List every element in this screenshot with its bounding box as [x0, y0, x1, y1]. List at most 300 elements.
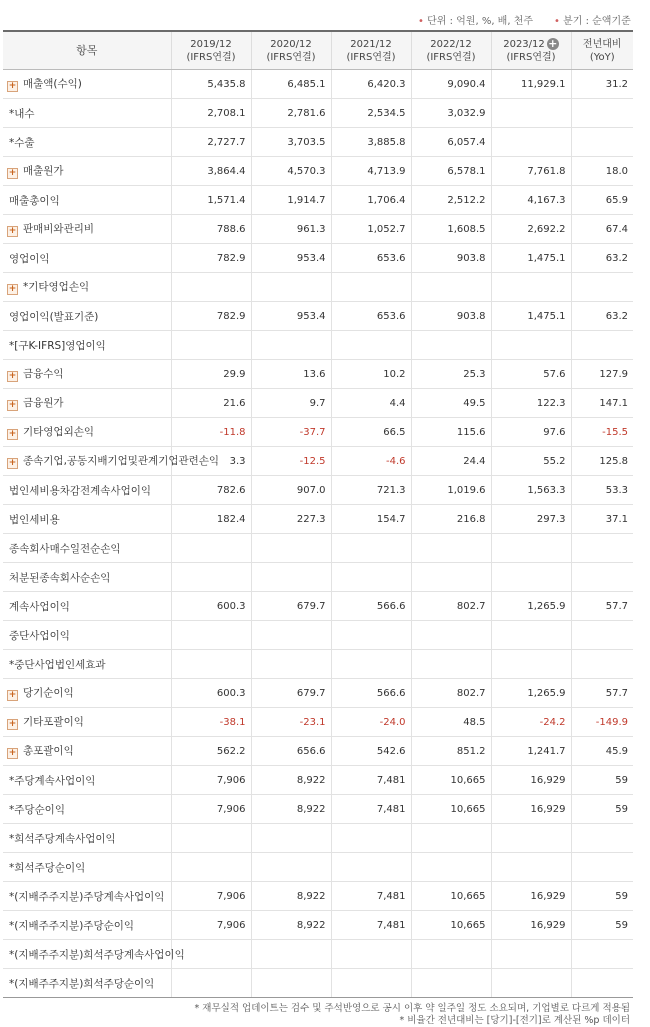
value-cell: 1,914.7 [251, 186, 331, 215]
value-cell: 802.7 [411, 679, 491, 708]
row-label-text: *기타영업손익 [23, 281, 90, 293]
value-cell [411, 534, 491, 563]
table-row [3, 389, 633, 418]
value-cell: 55.2 [491, 447, 571, 476]
value-cell: 10,665 [411, 911, 491, 940]
table-row [3, 302, 633, 331]
table-row [3, 244, 633, 273]
value-cell [491, 331, 571, 360]
value-cell: 16,929 [491, 911, 571, 940]
table-row [3, 476, 633, 505]
table-row [3, 940, 633, 969]
table-row [3, 679, 633, 708]
row-label [3, 186, 171, 215]
row-label-text: *수출 [9, 136, 35, 149]
row-label [3, 795, 171, 824]
row-label-text: 종속기업,공동지배기업및관계기업관련손익 [23, 455, 220, 467]
value-cell: 566.6 [331, 592, 411, 621]
yoy-cell: 53.3 [571, 476, 633, 505]
value-cell [491, 128, 571, 157]
value-cell: 653.6 [331, 302, 411, 331]
quarter-note: • 분기 : 순액기준 [554, 16, 631, 27]
value-cell: 29.9 [171, 360, 251, 389]
value-cell: 16,929 [491, 882, 571, 911]
value-cell [491, 650, 571, 679]
value-cell: 11,929.1 [491, 70, 571, 99]
yoy-cell: -15.5 [571, 418, 633, 447]
yoy-cell: 59 [571, 766, 633, 795]
value-cell: 6,057.4 [411, 128, 491, 157]
value-cell: 7,906 [171, 766, 251, 795]
value-cell: 10,665 [411, 766, 491, 795]
row-label[interactable] [3, 215, 171, 244]
value-cell: 961.3 [251, 215, 331, 244]
yoy-cell [571, 650, 633, 679]
value-cell: 57.6 [491, 360, 571, 389]
expand-quarter-icon[interactable]: + [548, 36, 558, 50]
value-cell: 25.3 [411, 360, 491, 389]
value-cell: 122.3 [491, 389, 571, 418]
value-cell [171, 650, 251, 679]
row-label-text: 기타영업외손익 [23, 426, 95, 438]
row-label [3, 940, 185, 969]
value-cell [171, 534, 251, 563]
value-cell: 953.4 [251, 302, 331, 331]
row-label [3, 650, 171, 679]
row-label [3, 592, 171, 621]
yoy-cell [571, 940, 633, 969]
expand-plus-icon[interactable]: + [8, 719, 17, 729]
yoy-cell [571, 99, 633, 128]
row-label-text: 법인세비용 [9, 513, 60, 526]
yoy-cell [571, 273, 633, 302]
value-cell: 3.3 [171, 447, 251, 476]
value-cell: 4,570.3 [251, 157, 331, 186]
row-label [3, 824, 171, 853]
value-cell: 2,781.6 [251, 99, 331, 128]
header-col-2020: 2020/12 (IFRS연결) [251, 31, 331, 70]
value-cell [331, 621, 411, 650]
value-cell: 10.2 [331, 360, 411, 389]
row-label[interactable] [3, 273, 171, 302]
value-cell: 1,475.1 [491, 302, 571, 331]
yoy-cell: 59 [571, 882, 633, 911]
row-label-text: 총포괄이익 [23, 745, 74, 757]
row-label-text: 기타포괄이익 [23, 716, 84, 728]
value-cell: 7,481 [331, 795, 411, 824]
value-cell: 1,563.3 [491, 476, 571, 505]
yoy-cell: 127.9 [571, 360, 633, 389]
value-cell: 227.3 [251, 505, 331, 534]
value-cell: 782.9 [171, 244, 251, 273]
value-cell: 3,864.4 [171, 157, 251, 186]
row-label-text: *희석주당순이익 [9, 861, 86, 874]
value-cell: 1,265.9 [491, 592, 571, 621]
value-cell [171, 273, 251, 302]
value-cell: 2,692.2 [491, 215, 571, 244]
expand-plus-icon[interactable]: + [8, 226, 17, 236]
value-cell [331, 940, 411, 969]
value-cell: 1,265.9 [491, 679, 571, 708]
table-row [3, 418, 633, 447]
value-cell: 10,665 [411, 882, 491, 911]
value-cell [491, 621, 571, 650]
units-bar [0, 0, 650, 30]
value-cell: 1,052.7 [331, 215, 411, 244]
value-cell: 1,019.6 [411, 476, 491, 505]
value-cell: 7,481 [331, 882, 411, 911]
header-yoy: 전년대비 (YoY) [571, 31, 633, 70]
value-cell: 542.6 [331, 737, 411, 766]
value-cell: 1,706.4 [331, 186, 411, 215]
table-row [3, 70, 633, 99]
row-label-text: 중단사업이익 [9, 629, 70, 642]
yoy-cell: 63.2 [571, 244, 633, 273]
expand-plus-icon[interactable]: + [8, 429, 17, 439]
yoy-cell: 63.2 [571, 302, 633, 331]
value-cell: 1,571.4 [171, 186, 251, 215]
value-cell: 16,929 [491, 795, 571, 824]
footnote-yoy: * 비율간 전년대비는 [당기]-[전기]로 계산된 %p 데이터 [399, 1015, 630, 1026]
value-cell [251, 824, 331, 853]
table-row [3, 650, 633, 679]
value-cell: 600.3 [171, 679, 251, 708]
expand-plus-icon[interactable]: + [8, 81, 17, 91]
value-cell: 7,906 [171, 882, 251, 911]
yoy-cell: 65.9 [571, 186, 633, 215]
table-row [3, 331, 633, 360]
value-cell [251, 853, 331, 882]
value-cell [251, 940, 331, 969]
row-label-text: *중단사업법인세효과 [9, 658, 106, 671]
row-label[interactable] [3, 157, 171, 186]
value-cell [411, 273, 491, 302]
value-cell [411, 940, 491, 969]
value-cell: 679.7 [251, 592, 331, 621]
value-cell: 782.9 [171, 302, 251, 331]
row-label [3, 99, 171, 128]
value-cell [331, 969, 411, 998]
value-cell: 7,906 [171, 795, 251, 824]
value-cell: 802.7 [411, 592, 491, 621]
row-label [3, 534, 171, 563]
value-cell: 562.2 [171, 737, 251, 766]
value-cell: 48.5 [411, 708, 491, 737]
value-cell [411, 853, 491, 882]
value-cell: 851.2 [411, 737, 491, 766]
table-row [3, 621, 633, 650]
value-cell: 216.8 [411, 505, 491, 534]
value-cell: 9,090.4 [411, 70, 491, 99]
value-cell [331, 534, 411, 563]
value-cell: 7,906 [171, 911, 251, 940]
expand-plus-icon[interactable]: + [8, 748, 17, 758]
value-cell: -38.1 [171, 708, 251, 737]
value-cell: 8,922 [251, 882, 331, 911]
yoy-cell: 57.7 [571, 679, 633, 708]
value-cell [251, 621, 331, 650]
row-label-text: *내수 [9, 107, 35, 120]
value-cell: 4,713.9 [331, 157, 411, 186]
footnotes [0, 998, 630, 1027]
value-cell: 3,032.9 [411, 99, 491, 128]
row-label [3, 882, 171, 911]
value-cell [411, 969, 491, 998]
value-cell: 788.6 [171, 215, 251, 244]
value-cell: -24.0 [331, 708, 411, 737]
expand-plus-icon[interactable]: + [8, 168, 17, 178]
table-row [3, 592, 633, 621]
row-label-text: *(지배주주지분)희석주당계속사업이익 [9, 948, 185, 961]
value-cell: 566.6 [331, 679, 411, 708]
financial-table [3, 30, 633, 998]
value-cell [491, 563, 571, 592]
value-cell [331, 331, 411, 360]
value-cell [411, 650, 491, 679]
row-label [3, 766, 171, 795]
value-cell: 782.6 [171, 476, 251, 505]
table-row [3, 447, 633, 476]
value-cell: 6,578.1 [411, 157, 491, 186]
value-cell: 13.6 [251, 360, 331, 389]
row-label-text: 매출액(수익) [23, 78, 82, 90]
yoy-cell: 45.9 [571, 737, 633, 766]
value-cell: -23.1 [251, 708, 331, 737]
value-cell [331, 853, 411, 882]
value-cell: 115.6 [411, 418, 491, 447]
row-label [3, 911, 171, 940]
yoy-cell: 18.0 [571, 157, 633, 186]
row-label [3, 505, 171, 534]
row-label-text: 영업이익 [9, 252, 50, 265]
row-label-text: 금융수익 [23, 368, 64, 380]
row-label[interactable] [3, 737, 171, 766]
table-row [3, 969, 633, 998]
yoy-cell: 125.8 [571, 447, 633, 476]
row-label [3, 969, 171, 998]
value-cell: 9.7 [251, 389, 331, 418]
value-cell: 4.4 [331, 389, 411, 418]
expand-plus-icon[interactable]: + [8, 458, 17, 468]
yoy-cell: 31.2 [571, 70, 633, 99]
value-cell [251, 650, 331, 679]
value-cell: 10,665 [411, 795, 491, 824]
value-cell [331, 273, 411, 302]
value-cell: 6,420.3 [331, 70, 411, 99]
row-label[interactable] [3, 708, 171, 737]
row-label[interactable] [3, 360, 171, 389]
yoy-cell: 59 [571, 795, 633, 824]
value-cell: 2,708.1 [171, 99, 251, 128]
value-cell [171, 824, 251, 853]
value-cell [491, 99, 571, 128]
value-cell: 7,761.8 [491, 157, 571, 186]
value-cell: 5,435.8 [171, 70, 251, 99]
value-cell: 24.4 [411, 447, 491, 476]
value-cell [251, 534, 331, 563]
value-cell: -12.5 [251, 447, 331, 476]
header-col-2019: 2019/12 (IFRS연결) [171, 31, 251, 70]
table-row [3, 795, 633, 824]
row-label-text: 영업이익(발표기준) [9, 310, 99, 323]
row-label-text: 계속사업이익 [9, 600, 70, 613]
value-cell: 1,475.1 [491, 244, 571, 273]
row-label[interactable] [3, 70, 171, 99]
header-col-2021: 2021/12 (IFRS연결) [331, 31, 411, 70]
yoy-cell [571, 534, 633, 563]
row-label [3, 302, 171, 331]
value-cell [251, 563, 331, 592]
value-cell [411, 331, 491, 360]
table-row [3, 186, 633, 215]
header-item: 항목 [3, 31, 171, 70]
table-row [3, 505, 633, 534]
table-row [3, 824, 633, 853]
row-label [3, 331, 171, 360]
value-cell [411, 563, 491, 592]
row-label-text: *(지배주주지분)주당순이익 [9, 919, 135, 932]
expand-plus-icon[interactable]: + [8, 400, 17, 410]
unit-note: • 단위 : 억원, %, 배, 천주 [418, 16, 534, 27]
row-label [3, 476, 171, 505]
table-row [3, 157, 633, 186]
value-cell: -37.7 [251, 418, 331, 447]
value-cell [251, 273, 331, 302]
row-label-text: 금융원가 [23, 397, 64, 409]
value-cell [331, 824, 411, 853]
value-cell: -24.2 [491, 708, 571, 737]
value-cell: 297.3 [491, 505, 571, 534]
row-label[interactable] [3, 679, 171, 708]
value-cell: 953.4 [251, 244, 331, 273]
yoy-cell [571, 853, 633, 882]
yoy-cell [571, 969, 633, 998]
row-label-text: *(지배주주지분)주당계속사업이익 [9, 890, 165, 903]
value-cell: 721.3 [331, 476, 411, 505]
value-cell: 21.6 [171, 389, 251, 418]
yoy-cell: 57.7 [571, 592, 633, 621]
row-label-text: 매출총이익 [9, 194, 60, 207]
value-cell [491, 273, 571, 302]
table-row [3, 853, 633, 882]
row-label-text: *[구K-IFRS]영업이익 [9, 339, 106, 352]
table-header-row [3, 31, 633, 70]
value-cell [491, 969, 571, 998]
table-row [3, 737, 633, 766]
value-cell: 653.6 [331, 244, 411, 273]
row-label [3, 244, 171, 273]
row-label[interactable] [3, 418, 171, 447]
value-cell [171, 853, 251, 882]
row-label[interactable] [3, 389, 171, 418]
value-cell: 903.8 [411, 302, 491, 331]
row-label [3, 563, 171, 592]
yoy-cell: 59 [571, 911, 633, 940]
value-cell [411, 621, 491, 650]
value-cell: 8,922 [251, 795, 331, 824]
value-cell: 182.4 [171, 505, 251, 534]
value-cell: 6,485.1 [251, 70, 331, 99]
footnote-update: * 재무실적 업데이트는 검수 및 주석반영으로 공시 이후 약 일주일 정도 소요되며, 기업별로 다르게 적용됨 [194, 1003, 630, 1014]
row-label-text: *(지배주주지분)희석주당순이익 [9, 977, 155, 990]
yoy-cell [571, 331, 633, 360]
row-label-text: 당기순이익 [23, 687, 74, 699]
table-row [3, 766, 633, 795]
table-row [3, 273, 633, 302]
expand-plus-icon[interactable]: + [8, 284, 17, 294]
value-cell: 679.7 [251, 679, 331, 708]
value-cell [491, 824, 571, 853]
value-cell [251, 969, 331, 998]
value-cell [331, 650, 411, 679]
value-cell: -11.8 [171, 418, 251, 447]
value-cell [331, 563, 411, 592]
value-cell: 1,241.7 [491, 737, 571, 766]
header-col-2023: 2023/12 + (IFRS연결) [491, 31, 571, 70]
table-row [3, 99, 633, 128]
row-label-text: *희석주당계속사업이익 [9, 832, 116, 845]
yoy-cell: 37.1 [571, 505, 633, 534]
row-label [3, 853, 171, 882]
yoy-cell [571, 563, 633, 592]
expand-plus-icon[interactable]: + [8, 690, 17, 700]
value-cell [491, 853, 571, 882]
value-cell [171, 621, 251, 650]
value-cell: 2,534.5 [331, 99, 411, 128]
value-cell: 7,481 [331, 911, 411, 940]
yoy-cell [571, 621, 633, 650]
value-cell: 8,922 [251, 766, 331, 795]
row-label-text: 종속회사매수일전순손익 [9, 542, 121, 555]
yoy-cell: 67.4 [571, 215, 633, 244]
yoy-cell: 147.1 [571, 389, 633, 418]
table-row [3, 128, 633, 157]
value-cell: 2,727.7 [171, 128, 251, 157]
row-label-text: *주당계속사업이익 [9, 774, 96, 787]
value-cell: -4.6 [331, 447, 411, 476]
table-row [3, 215, 633, 244]
row-label-text: 판매비와관리비 [23, 223, 95, 235]
yoy-cell [571, 824, 633, 853]
value-cell: 600.3 [171, 592, 251, 621]
row-label[interactable] [3, 447, 220, 476]
table-row [3, 360, 633, 389]
value-cell: 3,885.8 [331, 128, 411, 157]
value-cell: 903.8 [411, 244, 491, 273]
value-cell [491, 534, 571, 563]
value-cell: 8,922 [251, 911, 331, 940]
row-label-text: 매출원가 [23, 165, 64, 177]
value-cell: 16,929 [491, 766, 571, 795]
table-row [3, 534, 633, 563]
value-cell [171, 563, 251, 592]
value-cell [171, 331, 251, 360]
value-cell: 154.7 [331, 505, 411, 534]
expand-plus-icon[interactable]: + [8, 371, 17, 381]
yoy-cell: -149.9 [571, 708, 633, 737]
value-cell [251, 331, 331, 360]
value-cell: 3,703.5 [251, 128, 331, 157]
table-row [3, 708, 633, 737]
header-col-2022: 2022/12 (IFRS연결) [411, 31, 491, 70]
value-cell: 907.0 [251, 476, 331, 505]
value-cell: 2,512.2 [411, 186, 491, 215]
row-label [3, 128, 171, 157]
table-row [3, 911, 633, 940]
row-label-text: *주당순이익 [9, 803, 65, 816]
value-cell [171, 969, 251, 998]
value-cell: 66.5 [331, 418, 411, 447]
